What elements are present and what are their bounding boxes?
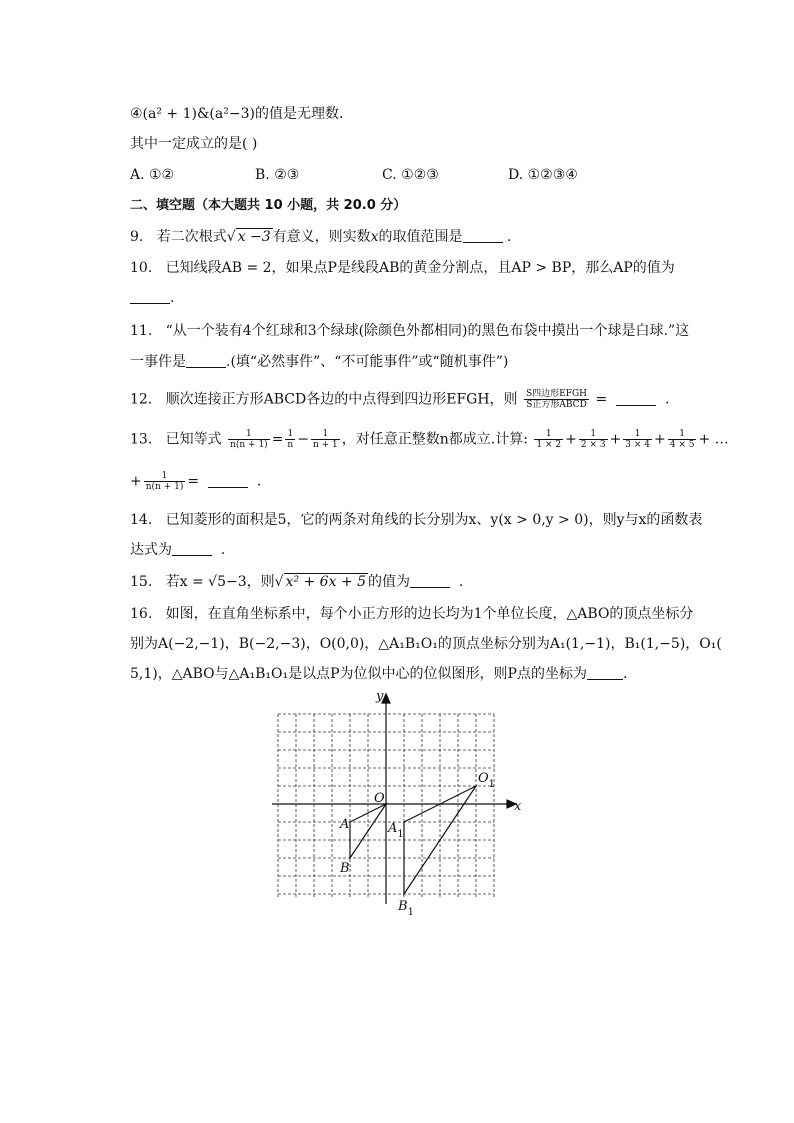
- q14-text-2: 达式为: [130, 542, 172, 558]
- q12-number: 12.: [130, 391, 153, 408]
- q13-line-2: + $\frac{1}{n(n + 1)}$ = .: [130, 471, 262, 492]
- label-A1: $A_1$: [388, 821, 404, 840]
- label-O1: $O_1$: [478, 771, 496, 790]
- q13-number: 13.: [130, 431, 153, 448]
- q9-text-a: 若二次根式: [156, 229, 227, 245]
- q9-number: 9.: [130, 229, 144, 245]
- sqrt-sign: √: [208, 574, 218, 590]
- q14-text-1: 已知菱形的面积是5，它的两条对角线的长分别为x、y(x > 0,y > 0)，则y与x的函数表: [165, 512, 703, 528]
- q8-item-4: ④(a² + 1)&(a²−3)的值是无理数.: [130, 106, 344, 122]
- area-ratio-fraction: $\frac{\text{S四边形EFGH}}{\text{S正方形ABCD}}$: [526, 389, 588, 410]
- q16-text-1: 如图，在直角坐标系中，每个小正方形的边长均为1个单位长度，△ABO的顶点坐标分: [165, 606, 694, 622]
- q8-prompt: 其中一定成立的是( ): [130, 136, 258, 152]
- q13-text-b: ，对任意正整数n都成立.计算:: [341, 431, 528, 448]
- q11-text-2b: .(填“必然事件”、“不可能事件”或“随机事件”): [226, 354, 509, 370]
- answer-blank[interactable]: [616, 391, 656, 406]
- sqrt-sign: √: [274, 574, 284, 590]
- q11-text-1: “从一个装有4个红球和3个绿球(除颜色外都相同)的黑色布袋中摸出一个球是白球.”这: [165, 323, 690, 339]
- q12-text: 顺次连接正方形ABCD各边的中点得到四边形EFGH，则: [165, 391, 518, 408]
- q15-text-b: 5−3，则: [217, 574, 275, 590]
- q13-text-a: 已知等式: [165, 431, 222, 448]
- q14-line-1: [130, 510, 702, 530]
- q9-text-c: 的取值范围是: [378, 229, 463, 245]
- answer-blank[interactable]: [208, 473, 248, 488]
- q16-line-3: 5,1)，△ABO与△A₁B₁O₁是以点P为位似中心的位似图形，则P点的坐标为 .: [130, 666, 628, 682]
- axes: [272, 694, 516, 904]
- question-10-blank-line: .: [130, 288, 174, 308]
- q9-radicand: x −3: [237, 229, 271, 245]
- label-B1: $B_1$: [398, 899, 414, 918]
- q11-text-2a: 一事件是: [130, 354, 186, 370]
- q15-radicand: x² + 6x + 5: [285, 574, 367, 590]
- label-A: A: [340, 817, 350, 832]
- q8-choice-c: C. ①②③: [382, 167, 439, 183]
- q16-text-3: 5,1)，△ABO与△A₁B₁O₁是以点P为位似中心的位似图形，则P点的坐标为: [130, 666, 587, 682]
- q15-number: 15.: [130, 574, 153, 590]
- question-9: 9. 若二次根式√ x −3 有意义，则实数x的取值范围是 .: [130, 229, 512, 245]
- section-title: 二、填空题（本大题共 10 小题，共 20.0 分）: [130, 198, 407, 213]
- question-12: 12. 顺次连接正方形ABCD各边的中点得到四边形EFGH，则 $\frac{\text{S四边形EFGH}}{\text{S正方形ABCD}}$ = .: [130, 389, 670, 410]
- y-axis-label: y: [376, 689, 384, 704]
- q8-choice-b: B. ②③: [255, 167, 300, 183]
- q10-number: 10.: [130, 260, 153, 276]
- question-13: 13. 已知等式 $\frac{1}{n(n + 1)}$ = $\frac{1}{n}$ − $\frac{1}{n + 1}$ ，对任意正整数n都成立.计算: $\frac{1}{1 \times 2}$ + $\frac{1}{2 \times 3}$ + $\frac{1}{3 \times 4}$ + $\frac{1}{4 \times 5}$ + …: [130, 429, 729, 450]
- answer-blank[interactable]: [587, 665, 623, 680]
- coordinate-grid-figure: [266, 686, 536, 918]
- answer-blank[interactable]: [172, 541, 212, 556]
- q16-number: 16.: [130, 606, 153, 622]
- q14-line-2: 达式为 .: [130, 542, 226, 558]
- q16-line-1: [130, 604, 693, 624]
- q11-line-1: [130, 321, 689, 341]
- answer-blank[interactable]: [463, 228, 503, 243]
- q15-text-a: 若x =: [165, 574, 209, 590]
- answer-blank[interactable]: [130, 289, 170, 304]
- q8-choice-d: D. ①②③④: [508, 167, 578, 183]
- q15-text-c: 的值为: [368, 574, 411, 590]
- label-B: B: [340, 861, 350, 876]
- q11-line-2: [130, 352, 508, 372]
- answer-blank[interactable]: [186, 353, 226, 368]
- q9-text-b: 有意义，则实数: [272, 229, 371, 245]
- q10-text: 已知线段AB = 2，如果点P是线段AB的黄金分割点，且AP > BP，那么AP的值为: [165, 260, 675, 276]
- sqrt-sign: √: [226, 229, 236, 245]
- q16-line-2: 别为A(−2,−1)，B(−2,−3)，O(0,0)，△A₁B₁O₁的顶点坐标分别为A₁(1,−1)，B₁(1,−5)，O₁(: [130, 636, 722, 652]
- question-15: 15. 若x = √5−3，则√ x² + 6x + 5 的值为 .: [130, 574, 464, 590]
- q14-number: 14.: [130, 512, 153, 528]
- q8-choice-a: A. ①②: [130, 167, 175, 183]
- label-O: O: [374, 791, 385, 806]
- answer-blank[interactable]: [410, 573, 450, 588]
- q11-number: 11.: [130, 323, 153, 339]
- x-axis-label: x: [514, 799, 522, 814]
- question-10: [130, 258, 675, 278]
